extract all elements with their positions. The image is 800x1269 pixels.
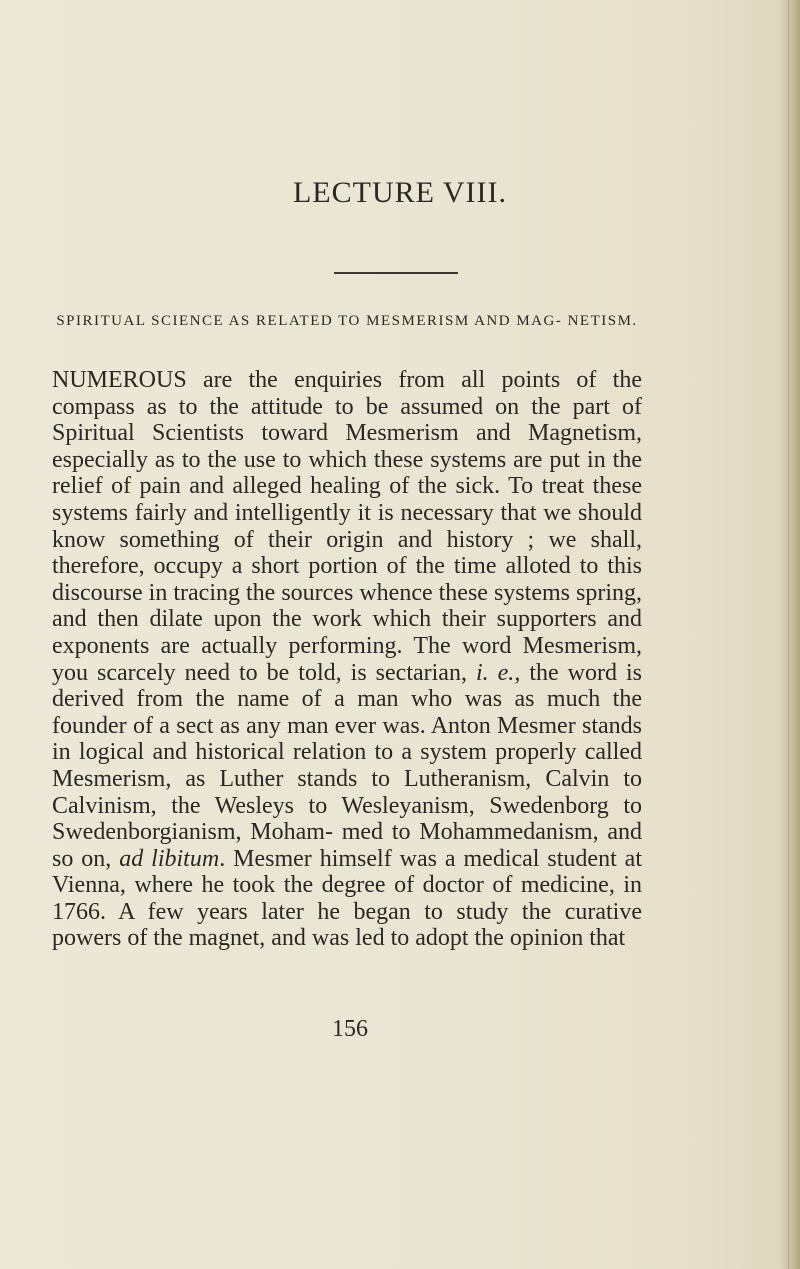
paragraph-text-part1: are the enquiries from all points of the compass as to the attitude to be assumed on the part of Spiritual Scientists toward Mesmerism and Magnetism, especially as to the use to which these systems are put in the relief of pain and alleged healing of the sick. To treat these systems fairly and intelligently it is necessary that we should know something of their origin and history ; we shall, therefore, occupy a short portion of the time alloted to this discourse in tracing the sources whence these systems spring, and then dilate upon the work which their supporters and exponents are actually performing. The word Mesmerism, you scarcely need to be told, is sectarian, (52, 367, 642, 686)
paragraph-ie-italic: i. e. (475, 659, 515, 686)
chapter-subtitle: SPIRITUAL SCIENCE AS RELATED TO MESMERISM AND MAG- NETISM. (56, 313, 638, 329)
lecture-heading: LECTURE VIII. (292, 176, 508, 209)
paragraph-adlib-italic: ad libitum (119, 845, 220, 872)
heading-rule (334, 272, 458, 274)
body-paragraph (52, 367, 642, 952)
paragraph-lead-word: NUMEROUS (52, 367, 187, 393)
page-number: 156 (332, 1016, 368, 1042)
paragraph-text-part2: , the word is derived from the name of a man who was as much the founder of a sect as any man ever was. Anton Mesmer stands in logical and historical relation to a system properly called Mesmerism, as Luther stands to Lutheranism, Calvin to Calvinism, the Wesleys to Wesleyanism, Swedenborg to Swedenborgianism, Moham- med to Mohammedanism, and so on, (52, 659, 643, 872)
paragraph-text-part3: . Mesmer himself was a medical student at Vienna, where he took the degree of doctor of medicine, in 1766. A few years later he began to study the curative powers of the magnet, and was led to adopt the opinion that (52, 845, 643, 952)
